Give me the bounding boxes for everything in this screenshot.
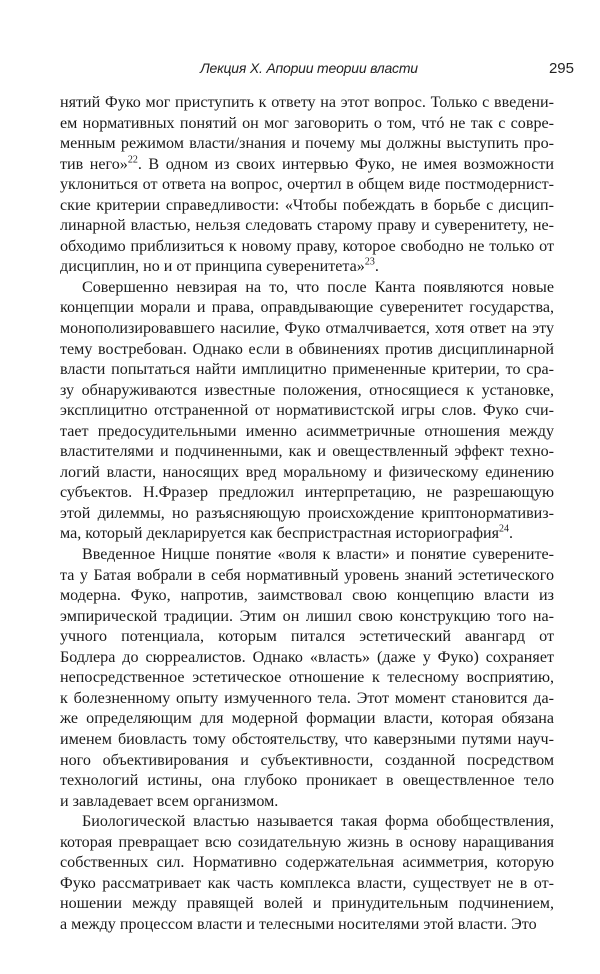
paragraph <box>60 545 554 812</box>
text-line <box>60 751 554 772</box>
line-text: технологий истины, она глубоко проникает в овеществленное тело <box>60 772 554 790</box>
text-line <box>60 504 554 525</box>
line-text: которая превращает всю созидательную жизнь в основу наращивания <box>60 833 554 851</box>
text-line <box>60 792 554 813</box>
text-line <box>60 483 554 504</box>
line-text: концепции морали и права, оправдывающие суверенитет государства, <box>60 299 554 317</box>
line-text: обходимо приблизиться к новому праву, которое свободно не только от <box>60 237 554 255</box>
line-text: именем биовласть тому обстоятельству, что каверзными путями науч- <box>60 730 554 748</box>
text-line <box>60 278 554 299</box>
text-line <box>60 175 554 196</box>
line-text: ношении между правящей волей и принудительным подчинением, <box>60 895 554 913</box>
body-text <box>60 93 554 935</box>
line-text: Бодлера до сюрреалистов. Однако «власть» (даже у Фуко) сохраняет <box>60 648 554 666</box>
line-text-after: . <box>374 258 379 276</box>
line-text: зу обнаруживаются известные положения, относящиеся к установке, <box>60 381 554 399</box>
text-line <box>60 566 554 587</box>
text-line <box>60 586 554 607</box>
text-line <box>60 298 554 319</box>
text-line <box>60 422 554 443</box>
text-line <box>60 401 554 422</box>
text-line <box>60 340 554 361</box>
text-line <box>60 216 554 237</box>
text-line <box>60 771 554 792</box>
line-text: и завладевает всем организмом. <box>60 792 279 810</box>
line-text: эксплицитно отстраненной от нормативистской игры слов. Фуко счи- <box>60 402 554 420</box>
line-text: тив него» <box>60 155 128 173</box>
line-text: модерна. Фуко, напротив, заимствовал свою концепцию власти из <box>60 587 554 605</box>
running-title: Лекция X. Апории теории власти <box>200 60 418 76</box>
text-line <box>60 607 554 628</box>
text-line <box>60 853 554 874</box>
line-text: ного объективирования и субъективности, созданной посредством <box>60 751 554 769</box>
text-line <box>60 442 554 463</box>
line-text: этой дилеммы, но разъясняющую происхождение криптонормативиз- <box>60 504 554 522</box>
line-text: собственных сил. Нормативно содержательная асимметрия, которую <box>60 854 554 872</box>
line-text: власти попытаться найти имплицитно примененные критерии, то сра- <box>60 361 554 379</box>
line-text: логий власти, наносящих вред моральному и физическому единению <box>60 463 554 481</box>
text-line <box>60 463 554 484</box>
text-line <box>60 545 554 566</box>
line-text: субъектов. Н.Фразер предложил интерпретацию, не разрешающую <box>60 484 554 502</box>
line-text: монополизировавшего насилие, Фуко отмалчивается, хотя ответ на эту <box>60 320 554 338</box>
line-text: Биологической властью называется такая форма обобществления, <box>82 813 554 831</box>
text-line <box>60 196 554 217</box>
line-text: та у Батая вобрали в себя нормативный уровень знаний эстетического <box>60 566 554 584</box>
text-line <box>60 381 554 402</box>
paragraph <box>60 812 554 935</box>
line-text: Совершенно невзирая на то, что после Канта появляются новые <box>82 278 554 296</box>
text-line <box>60 93 554 114</box>
text-line <box>60 524 554 545</box>
line-text: линарной властью, нельзя следовать старому праву и суверенитету, не- <box>60 217 554 235</box>
text-line <box>60 874 554 895</box>
line-text: тему востребован. Однако если в обвинениях против дисциплинарной <box>60 340 554 358</box>
text-line <box>60 257 554 278</box>
line-text: а между процессом власти и телесными носителями этой власти. Это <box>60 915 537 933</box>
text-line <box>60 648 554 669</box>
paragraph <box>60 278 554 545</box>
line-text: властителями и подчиненными, как и овеществленный эффект техно- <box>60 443 554 461</box>
line-text: к болезненному опыту измученного тела. Этот момент становится да- <box>60 689 554 707</box>
line-text: же определяющим для модерной формации власти, которая обязана <box>60 710 554 728</box>
text-line <box>60 689 554 710</box>
text-line <box>60 730 554 751</box>
text-line <box>60 134 554 155</box>
footnote-ref: 23 <box>364 257 375 269</box>
text-line <box>60 114 554 135</box>
text-line <box>60 237 554 258</box>
footnote-ref: 24 <box>499 524 510 536</box>
line-text: Фуко рассматривает как часть комплекса власти, существует не в от- <box>60 874 554 892</box>
line-text: тает предосудительными именно асимметричные отношения между <box>60 422 554 440</box>
line-text-after: . <box>509 525 514 543</box>
page-number: 295 <box>548 60 574 77</box>
text-line <box>60 155 554 176</box>
line-text: учного потенциала, которым питался эстетический авангард от <box>60 628 554 646</box>
line-text: непосредственное эстетическое отношение к телесному восприятию, <box>60 669 554 687</box>
text-line <box>60 360 554 381</box>
text-line <box>60 709 554 730</box>
line-text: менным режимом власти/знания и почему мы должны выступить про- <box>60 135 554 153</box>
line-text: ем нормативных понятий он мог заговорить о том, чтó не так с совре- <box>60 114 554 132</box>
text-line <box>60 833 554 854</box>
line-text: нятий Фуко мог приступить к ответу на этот вопрос. Только с введени- <box>60 94 554 111</box>
line-text: Введенное Ницше понятие «воля к власти» и понятие суверените- <box>82 546 554 564</box>
text-line <box>60 627 554 648</box>
text-line <box>60 319 554 340</box>
footnote-ref: 22 <box>127 154 138 166</box>
text-line <box>60 894 554 915</box>
line-text: ма, который декларируется как беспристрастная историография <box>60 525 500 543</box>
line-text: уклониться от ответа на вопрос, очертил в общем виде постмодернист- <box>60 176 554 194</box>
line-text: эмпирической традиции. Этим он лишил свою конструкцию того на- <box>60 607 554 625</box>
line-text-after: . В одном из своих интервью Фуко, не имея возможности <box>137 155 554 173</box>
line-text: дисциплин, но и от принципа суверенитета» <box>60 258 365 276</box>
line-text: ские критерии справедливости: «Чтобы побеждать в борьбе с дисцип- <box>60 196 554 214</box>
text-line <box>60 915 554 936</box>
paragraph <box>60 93 554 278</box>
text-line <box>60 668 554 689</box>
running-header <box>44 60 574 82</box>
text-line <box>60 812 554 833</box>
